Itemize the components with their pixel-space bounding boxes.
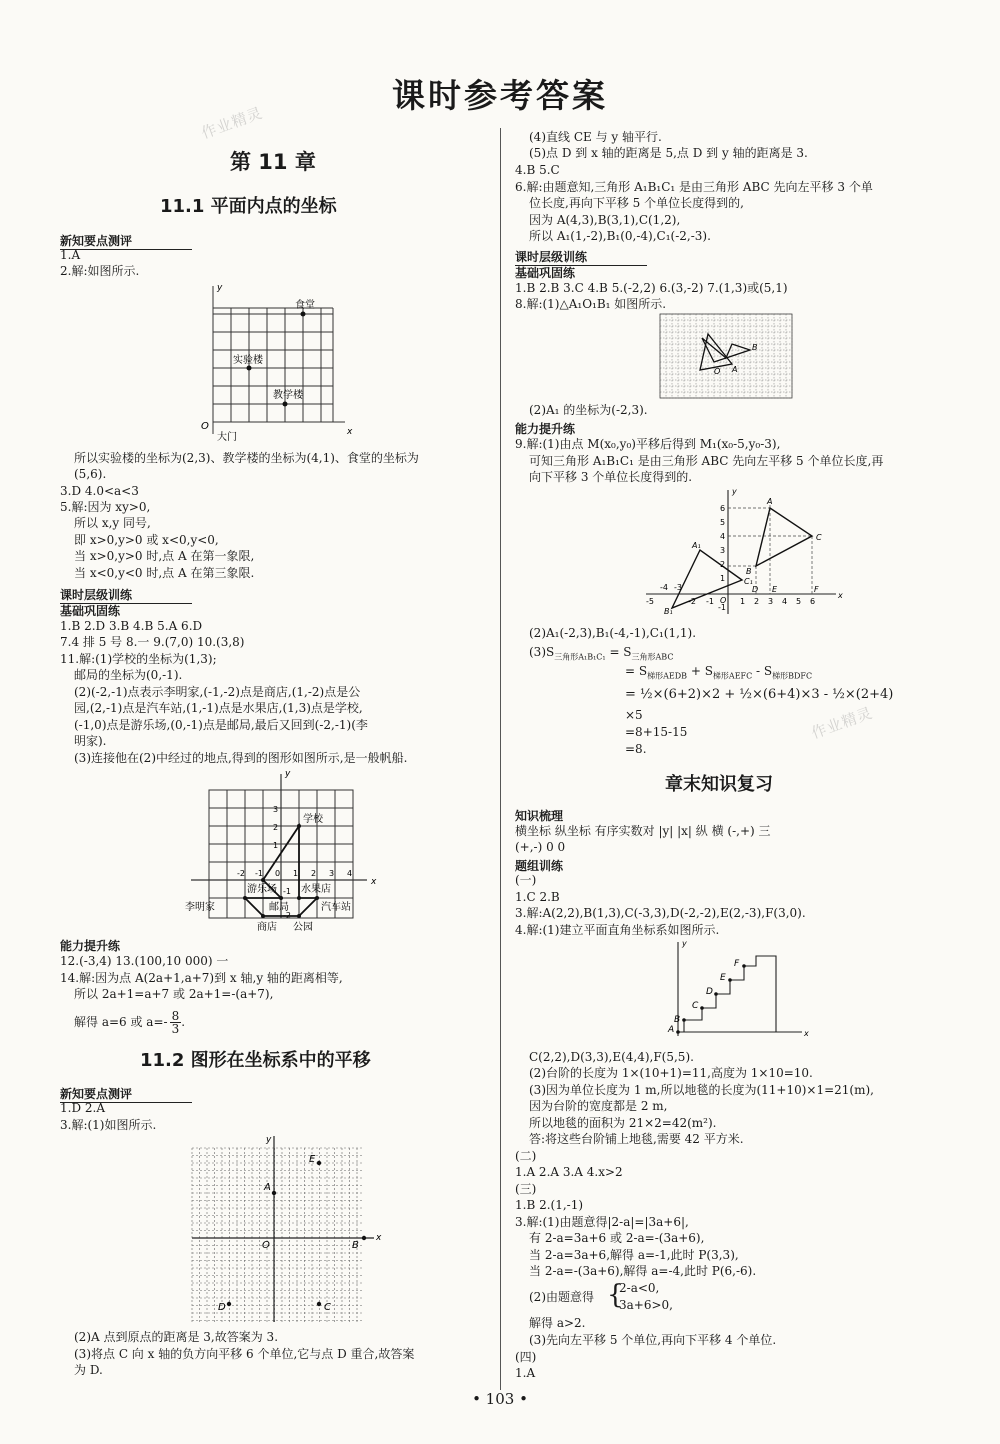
page-number: • 103 • bbox=[472, 1390, 528, 1408]
answer-line: 为 D. bbox=[74, 1363, 103, 1377]
formula-part: - S bbox=[752, 664, 773, 678]
subsection-label: 新知要点测评 bbox=[60, 1085, 192, 1103]
staircase-figure bbox=[660, 938, 810, 1040]
answer-line: (3)将点 C 向 x 轴的负方向平移 6 个单位,它与点 D 重合,故答案 bbox=[74, 1347, 415, 1361]
answer-line: (2)台阶的长度为 1×(10+1)=11,高度为 1×10=10. bbox=[529, 1066, 813, 1080]
point-b-label: B bbox=[674, 1015, 681, 1025]
formula-part: (3)S bbox=[529, 645, 555, 659]
formula-part: = S bbox=[625, 664, 648, 678]
tick-label: 2 bbox=[720, 560, 726, 569]
label-fruit-store: 水果店 bbox=[301, 884, 331, 895]
answer-line: 9.解:(1)由点 M(x₀,y₀)平移后得到 M₁(x₀-5,y₀-3), bbox=[515, 437, 781, 451]
tick-label: 5 bbox=[796, 597, 802, 606]
tick-label: 1 bbox=[293, 869, 299, 878]
answer-line: 14.解:因为点 A(2a+1,a+7)到 x 轴,y 轴的距离相等, bbox=[60, 971, 343, 985]
tick-label: 1 bbox=[740, 597, 746, 606]
tick-label: 2 bbox=[273, 823, 279, 832]
answer-line: 1.C 2.B bbox=[515, 890, 560, 904]
chapter-heading: 第 11 章 bbox=[230, 150, 316, 174]
answer-line: 1.B 2.B 3.C 4.B 5.(-2,2) 6.(3,-2) 7.(1,3)或(5,1) bbox=[515, 281, 788, 295]
origin-label: O bbox=[201, 421, 209, 432]
y-axis-label: y bbox=[217, 283, 223, 293]
answer-line: 2.解:如图所示. bbox=[60, 264, 140, 278]
group-label: (四) bbox=[515, 1350, 537, 1364]
tick-label: -1 bbox=[718, 603, 726, 612]
answer-line: 1.B 2.(1,-1) bbox=[515, 1198, 584, 1212]
answer-line: 当 2-a=-(3a+6),解得 a=-4,此时 P(6,-6). bbox=[529, 1264, 757, 1278]
answer-line: 当 x>0,y>0 时,点 A 在第一象限, bbox=[74, 549, 255, 563]
label-post-office: 邮局 bbox=[269, 902, 289, 913]
formula-sub: 梯形AEDB bbox=[647, 671, 688, 681]
x-axis-label: x bbox=[838, 591, 843, 600]
triangle-translation-figure bbox=[640, 486, 850, 616]
tick-label: 6 bbox=[810, 597, 816, 606]
answer-line: 5.解:因为 xy>0, bbox=[60, 500, 151, 514]
answer-line: (3)先向左平移 5 个单位,再向下平移 4 个单位. bbox=[529, 1333, 777, 1347]
tick-label: -2 bbox=[688, 597, 696, 606]
answer-line: (-1,0)点是游乐场,(0,-1)点是邮局,最后又回到(-2,-1)(李 bbox=[74, 718, 368, 732]
point-c1-label: C₁ bbox=[744, 577, 753, 586]
area-line: =8. bbox=[625, 742, 647, 756]
label-bus-station: 汽车站 bbox=[321, 902, 351, 913]
answer-line: 所以地毯的面积为 21×2=42(m²). bbox=[529, 1116, 717, 1130]
tick-label: 1 bbox=[720, 574, 726, 583]
answer-line: 当 x<0,y<0 时,点 A 在第三象限. bbox=[74, 566, 255, 580]
answer-text: . bbox=[181, 1015, 186, 1029]
answer-line: 1.A bbox=[60, 248, 81, 262]
point-c-label: C bbox=[324, 1302, 331, 1313]
answer-line: 所以实验楼的坐标为(2,3)、教学楼的坐标为(4,1)、食堂的坐标为 bbox=[74, 451, 419, 465]
point-a-label: A bbox=[668, 1025, 675, 1035]
tick-label: -2 bbox=[237, 869, 245, 878]
answer-line: (5,6). bbox=[74, 467, 107, 481]
point-b-label: B bbox=[352, 1240, 359, 1251]
point-f-label: F bbox=[734, 959, 740, 969]
area-line: ×5 bbox=[625, 708, 643, 722]
campus-grid-figure bbox=[195, 282, 425, 447]
answer-line: (2)A 点到原点的距离是 3,故答案为 3. bbox=[74, 1330, 279, 1344]
subsection-label: 新知要点测评 bbox=[60, 232, 192, 250]
points-grid-figure bbox=[188, 1134, 388, 1326]
tick-label: 3 bbox=[329, 869, 335, 878]
answer-line: (2)A₁ 的坐标为(-2,3). bbox=[529, 403, 648, 417]
x-axis-label: x bbox=[376, 1233, 382, 1243]
tick-label: -1 bbox=[283, 887, 291, 896]
answer-line: 4.解:(1)建立平面直角坐标系如图所示. bbox=[515, 923, 720, 937]
sailboat-figure bbox=[185, 768, 385, 938]
answer-line: 1.A bbox=[515, 1366, 536, 1380]
formula-part: = S bbox=[605, 645, 632, 659]
subsection-label: 基础巩固练 bbox=[515, 266, 576, 280]
watermark: 作业精灵 bbox=[199, 103, 266, 143]
y-axis-label: y bbox=[285, 769, 291, 779]
answer-line: 邮局的坐标为(0,-1). bbox=[74, 668, 183, 682]
tick-label: 4 bbox=[347, 869, 353, 878]
subsection-label: 知识梳理 bbox=[515, 809, 564, 823]
label-liming-home: 李明家 bbox=[185, 902, 215, 913]
point-d-label: D bbox=[752, 585, 759, 594]
y-axis-label: y bbox=[682, 939, 687, 948]
subsection-label: 课时层级训练 bbox=[515, 248, 647, 266]
origin-label: O bbox=[720, 596, 727, 605]
tick-label: -1 bbox=[255, 869, 263, 878]
answer-line: 7.4 排 5 号 8.一 9.(7,0) 10.(3,8) bbox=[60, 635, 245, 649]
point-c-label: C bbox=[816, 533, 822, 542]
answer-line: 1.A 2.A 3.A 4.x>2 bbox=[515, 1165, 623, 1179]
y-axis-label: y bbox=[266, 1135, 272, 1145]
tick-label: 4 bbox=[720, 532, 726, 541]
formula-sub: 梯形BDFC bbox=[772, 671, 813, 681]
answer-line: 明家). bbox=[74, 734, 107, 748]
answer-line: (5)点 D 到 x 轴的距离是 5,点 D 到 y 轴的距离是 3. bbox=[529, 146, 808, 160]
answer-line: C(2,2),D(3,3),E(4,4),F(5,5). bbox=[529, 1050, 694, 1064]
tick-label: 0 bbox=[275, 869, 281, 878]
point-b-label: B bbox=[752, 343, 758, 352]
answer-line: 1.B 2.D 3.B 4.B 5.A 6.D bbox=[60, 619, 203, 633]
point-e-label: E bbox=[772, 585, 778, 594]
point-a1-label: A₁ bbox=[692, 541, 701, 550]
point-a-label: A bbox=[264, 1182, 271, 1193]
label-school: 学校 bbox=[303, 814, 323, 825]
answer-line: (+,-) 0 0 bbox=[515, 840, 566, 854]
answer-line: (3)连接他在(2)中经过的地点,得到的图形如图所示,是一般帆船. bbox=[74, 751, 408, 765]
formula-sub: 三角形A₁B₁C₁ bbox=[554, 652, 606, 662]
tick-label: -3 bbox=[674, 583, 682, 592]
translation-grid-figure bbox=[660, 314, 792, 398]
y-axis-label: y bbox=[732, 487, 737, 496]
x-axis-label: x bbox=[371, 877, 377, 887]
brace: { bbox=[607, 1280, 624, 1310]
answer-line: 横坐标 纵坐标 有序实数对 |y| |x| 纵 横 (-,+) 三 bbox=[515, 824, 771, 838]
answer-line: 解得 a>2. bbox=[529, 1316, 586, 1330]
point-b-label: B bbox=[746, 567, 752, 576]
answer-line: 园,(2,-1)点是汽车站,(1,-1)点是水果店,(1,3)点是学校, bbox=[74, 701, 363, 715]
tick-label: 3 bbox=[768, 597, 774, 606]
point-b1-label: B₁ bbox=[664, 607, 673, 616]
watermark: 作业精灵 bbox=[809, 703, 876, 743]
answer-line: 4.B 5.C bbox=[515, 163, 560, 177]
answer-line: (2)A₁(-2,3),B₁(-4,-1),C₁(1,1). bbox=[529, 626, 697, 640]
origin-label: O bbox=[714, 367, 721, 376]
answer-line: 2-a<0, bbox=[619, 1281, 660, 1295]
tick-label: -4 bbox=[660, 583, 668, 592]
answer-line: 1.D 2.A bbox=[60, 1101, 105, 1115]
answer-line: 11.解:(1)学校的坐标为(1,3); bbox=[60, 652, 217, 666]
section-heading: 章末知识复习 bbox=[665, 774, 773, 795]
area-line: =8+15-15 bbox=[625, 725, 688, 739]
answer-line: (2)(-2,-1)点表示李明家,(-1,-2)点是商店,(1,-2)点是公 bbox=[74, 685, 361, 699]
tick-label: 2 bbox=[311, 869, 317, 878]
point-e-label: E bbox=[720, 973, 726, 983]
point-f-label: F bbox=[814, 585, 819, 594]
tick-label: 2 bbox=[754, 597, 760, 606]
area-line: = ½×(6+2)×2 + ½×(6+4)×3 - ½×(2+4) bbox=[625, 687, 894, 702]
area-line bbox=[529, 645, 673, 664]
answer-line: (4)直线 CE 与 y 轴平行. bbox=[529, 130, 662, 144]
label-amusement-park: 游乐场 bbox=[247, 884, 277, 895]
subsection-label: 基础巩固练 bbox=[60, 604, 121, 618]
tick-label: 3 bbox=[720, 546, 726, 555]
label-teaching-building: 教学楼 bbox=[273, 390, 303, 401]
origin-label: O bbox=[262, 1240, 270, 1251]
answer-line: (3)因为单位长度为 1 m,所以地毯的长度为(11+10)×1=21(m), bbox=[529, 1083, 874, 1097]
formula-sub: 梯形AEFC bbox=[712, 671, 753, 681]
x-axis-label: x bbox=[804, 1029, 809, 1038]
subsection-label: 能力提升练 bbox=[515, 422, 576, 436]
tick-label: -5 bbox=[646, 597, 654, 606]
column-divider bbox=[500, 128, 501, 1390]
answer-line: 所以 A₁(1,-2),B₁(0,-4),C₁(-2,-3). bbox=[529, 229, 711, 243]
section-heading: 11.1 平面内点的坐标 bbox=[160, 196, 337, 217]
answer-line: 位长度,再向下平移 5 个单位长度得到的, bbox=[529, 196, 744, 210]
answer-line: 3.解:(1)由题意得|2-a|=|3a+6|, bbox=[515, 1215, 689, 1229]
tick-label: 4 bbox=[782, 597, 788, 606]
answer-line: 有 2-a=3a+6 或 2-a=-(3a+6), bbox=[529, 1231, 705, 1245]
answer-line: 3.解:(1)如图所示. bbox=[60, 1118, 157, 1132]
answer-line: 因为台阶的宽度都是 2 m, bbox=[529, 1099, 668, 1113]
group-label: (三) bbox=[515, 1182, 537, 1196]
answer-line: (2)由题意得 bbox=[529, 1290, 594, 1304]
subsection-label: 题组训练 bbox=[515, 859, 564, 873]
tick-label: 1 bbox=[273, 841, 279, 850]
page-title: 课时参考答案 bbox=[392, 76, 608, 115]
answer-line bbox=[74, 1010, 185, 1035]
section-heading: 11.2 图形在坐标系中的平移 bbox=[140, 1050, 371, 1071]
answer-line: 当 2-a=3a+6,解得 a=-1,此时 P(3,3), bbox=[529, 1248, 739, 1262]
area-line bbox=[625, 664, 812, 683]
answer-line: 3.D 4.0<a<3 bbox=[60, 484, 139, 498]
tick-label: -2 bbox=[283, 911, 291, 920]
answer-text: 解得 a=6 或 a=- bbox=[74, 1015, 168, 1029]
answer-line: 可知三角形 A₁B₁C₁ 是由三角形 ABC 先向左平移 5 个单位长度,再 bbox=[529, 454, 884, 468]
answer-line: 所以 x,y 同号, bbox=[74, 516, 151, 530]
answer-line: 因为 A(4,3),B(3,1),C(1,2), bbox=[529, 213, 681, 227]
label-park: 公园 bbox=[293, 922, 313, 933]
answer-line: 6.解:由题意知,三角形 A₁B₁C₁ 是由三角形 ABC 先向左平移 3 个单 bbox=[515, 180, 873, 194]
formula-part: + S bbox=[687, 664, 713, 678]
fraction-numerator: 8 bbox=[171, 1009, 180, 1023]
x-axis-label: x bbox=[347, 427, 353, 437]
answer-line: 12.(-3,4) 13.(100,10 000) 一 bbox=[60, 954, 229, 968]
answer-line: 向下平移 3 个单位长度得到的. bbox=[529, 470, 693, 484]
answer-line: 所以 2a+1=a+7 或 2a+1=-(a+7), bbox=[74, 987, 274, 1001]
point-d-label: D bbox=[706, 987, 713, 997]
tick-label: 3 bbox=[273, 805, 279, 814]
point-a-label: A bbox=[732, 365, 738, 374]
tick-label: 6 bbox=[720, 504, 726, 513]
group-label: (一) bbox=[515, 873, 537, 887]
point-e-label: E bbox=[309, 1154, 316, 1165]
answer-line: 8.解:(1)△A₁O₁B₁ 如图所示. bbox=[515, 297, 667, 311]
answer-line: 答:将这些台阶铺上地毯,需要 42 平方米. bbox=[529, 1132, 744, 1146]
label-shop: 商店 bbox=[257, 922, 277, 933]
label-gate: 大门 bbox=[217, 432, 237, 443]
answer-line: 3a+6>0, bbox=[619, 1298, 673, 1312]
point-c-label: C bbox=[692, 1001, 699, 1011]
group-label: (二) bbox=[515, 1149, 537, 1163]
answer-line: 3.解:A(2,2),B(1,3),C(-3,3),D(-2,-2),E(2,-3),F(3,0). bbox=[515, 906, 806, 920]
label-cafeteria: 食堂 bbox=[295, 300, 315, 311]
point-d-label: D bbox=[218, 1302, 226, 1313]
subsection-label: 能力提升练 bbox=[60, 939, 121, 953]
fraction-denominator: 3 bbox=[171, 1022, 180, 1036]
point-a-label: A bbox=[767, 497, 773, 506]
answer-line: 即 x>0,y>0 或 x<0,y<0, bbox=[74, 533, 219, 547]
tick-label: -1 bbox=[706, 597, 714, 606]
formula-sub: 三角形ABC bbox=[631, 652, 674, 662]
tick-label: 5 bbox=[720, 518, 726, 527]
fraction bbox=[170, 1010, 182, 1035]
subsection-label: 课时层级训练 bbox=[60, 586, 192, 604]
label-lab-building: 实验楼 bbox=[233, 355, 263, 366]
